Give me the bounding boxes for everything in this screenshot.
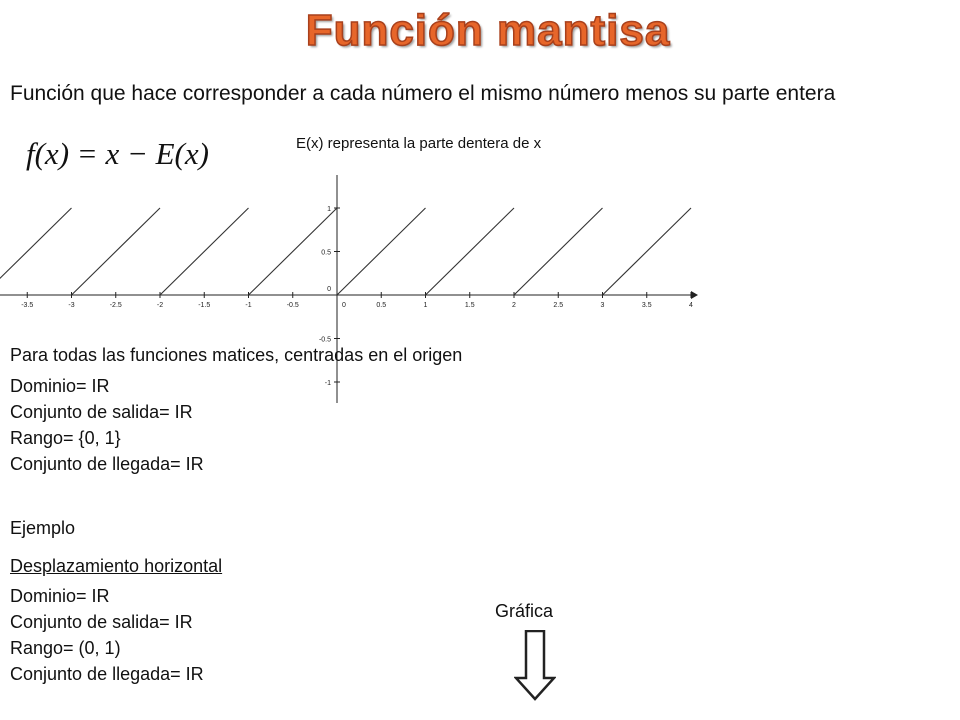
section2-properties [10,583,204,687]
x-tick-label: -0.5 [286,302,299,309]
function-segment [337,208,426,295]
section2-llegada: Conjunto de llegada= IR [10,664,204,684]
section2-heading: Desplazamiento horizontal [10,556,223,576]
x-tick-label: 4 [689,302,693,309]
y-tick-label: -0.5 [318,336,331,344]
x-tick-label: 3.5 [641,302,652,309]
page-title: Función mantisa [305,6,671,55]
function-segment [0,208,72,295]
formula: f(x) = x − E(x) [26,136,209,171]
y-tick-label: -1 [324,380,331,387]
section1-properties [10,373,204,477]
function-segments [0,208,691,295]
function-segment [160,208,249,295]
x-tick-label: 2 [512,302,516,309]
section1-llegada: Conjunto de llegada= IR [10,454,204,474]
x-tick-label: -2.5 [109,302,122,309]
x-tick-label: 1.5 [464,302,475,309]
y-tick-label: 1 [327,206,331,213]
function-segment [514,208,603,295]
section2-salida: Conjunto de salida= IR [10,612,193,632]
y-tick-label: 0.5 [321,249,331,257]
section1-rango: Rango= {0, 1} [10,428,121,448]
ejemplo-label: Ejemplo [10,518,76,538]
function-segment [603,208,692,295]
x-tick-label: 0.5 [376,302,387,309]
section1-dominio: Dominio= IR [10,376,110,396]
x-tick-label: -1.5 [198,302,211,309]
integer-part-note: E(x) representa la parte dentera de x [296,135,542,152]
x-tick-label: 3 [600,302,605,309]
section2-dominio: Dominio= IR [10,586,110,606]
y-tick-label: 0 [327,286,331,293]
section2-rango: Rango= (0, 1) [10,638,121,658]
down-arrow-icon [514,630,556,702]
function-segment [72,208,161,295]
section1-salida: Conjunto de salida= IR [10,402,193,422]
x-tick-label: 0 [342,302,346,309]
intro-text: Función que hace corresponder a cada número el mismo número menos su parte entera [10,82,836,105]
section1-heading: Para todas las funciones matices, centradas en el origen [10,345,463,365]
x-tick-label: 2.5 [553,302,564,309]
grafica-label: Gráfica [495,601,554,621]
x-tick-label: -3 [68,302,75,309]
x-tick-label: 1 [423,302,428,309]
function-segment [426,208,515,295]
x-tick-label: -3.5 [21,302,34,309]
x-axis-arrow [691,291,698,299]
x-tick-label: -1 [245,302,252,309]
mantissa-graph [0,170,705,405]
x-tick-label: -2 [156,302,164,309]
